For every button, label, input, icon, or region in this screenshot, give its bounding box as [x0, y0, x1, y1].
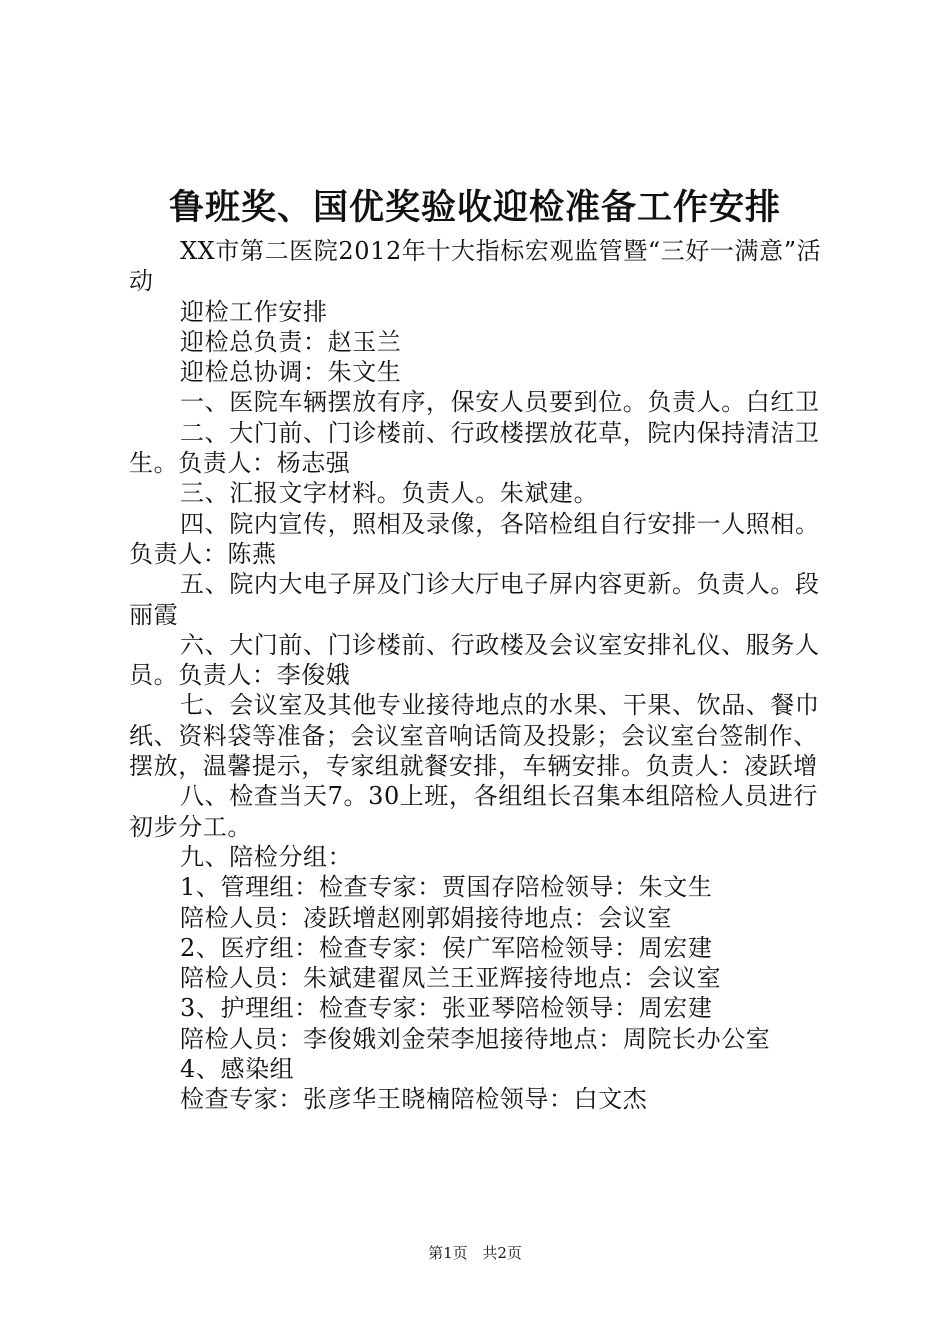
paragraph-group-4: 4、感染组 — [180, 1055, 295, 1084]
paragraph-group-1-staff: 陪检人员：凌跃增赵刚郭娟接待地点：会议室 — [180, 903, 672, 932]
paragraph-item-8: 八、检查当天7。30上班，各组组长召集本组陪检人员进行初步分工。 — [129, 782, 819, 841]
paragraph-item-3: 三、汇报文字材料。负责人。朱斌建。 — [180, 479, 599, 508]
paragraph-item-1: 一、医院车辆摆放有序，保安人员要到位。负责人。白红卫 — [180, 388, 820, 417]
paragraph-group-2: 2、医疗组：检查专家：侯广军陪检领导：周宏建 — [180, 933, 713, 962]
paragraph-item-5: 五、院内大电子屏及门诊大厅电子屏内容更新。负责人。段丽霞 — [129, 570, 820, 629]
page-footer — [0, 1243, 950, 1263]
paragraph-group-3: 3、护理组：检查专家：张亚琴陪检领导：周宏建 — [180, 994, 713, 1023]
paragraph-activity: XX市第二医院2012年十大指标宏观监管暨“三好一满意”活动 — [129, 237, 822, 296]
paragraph-group-1: 1、管理组：检查专家：贾国存陪检领导：朱文生 — [180, 873, 713, 902]
document-body — [129, 236, 834, 1115]
paragraph-group-4-experts: 检查专家：张彦华王晓楠陪检领导：白文杰 — [180, 1085, 648, 1114]
paragraph-group-2-staff: 陪检人员：朱斌建翟凤兰王亚辉接待地点：会议室 — [180, 964, 722, 993]
paragraph-group-3-staff: 陪检人员：李俊娥刘金荣李旭接待地点：周院长办公室 — [180, 1024, 771, 1053]
paragraph-item-9: 九、陪检分组： — [180, 842, 353, 871]
paragraph-general-coordinator: 迎检总协调：朱文生 — [180, 358, 402, 387]
paragraph-item-2: 二、大门前、门诊楼前、行政楼摆放花草，院内保持清洁卫生。负责人：杨志强 — [129, 418, 820, 478]
page-total: 共2页 — [482, 1244, 522, 1262]
paragraph-item-6: 六、大门前、门诊楼前、行政楼及会议室安排礼仪、服务人员。负责人：李俊娥 — [129, 630, 820, 690]
paragraph-subtitle: 迎检工作安排 — [180, 297, 328, 326]
paragraph-general-lead: 迎检总负责：赵玉兰 — [180, 327, 402, 356]
paragraph-item-7: 七、会议室及其他专业接待地点的水果、干果、饮品、餐巾纸、资料袋等准备；会议室音响话筒及投影；会议室台签制作、摆放，温馨提示，专家组就餐安排，车辆安排。负责人：凌跃增 — [129, 691, 820, 781]
page-number: 第1页 — [428, 1244, 468, 1262]
document-title: 鲁班奖、国优奖验收迎检准备工作安排 — [168, 187, 781, 228]
paragraph-item-4: 四、院内宣传，照相及录像，各陪检组自行安排一人照相。负责人：陈燕 — [129, 509, 820, 568]
